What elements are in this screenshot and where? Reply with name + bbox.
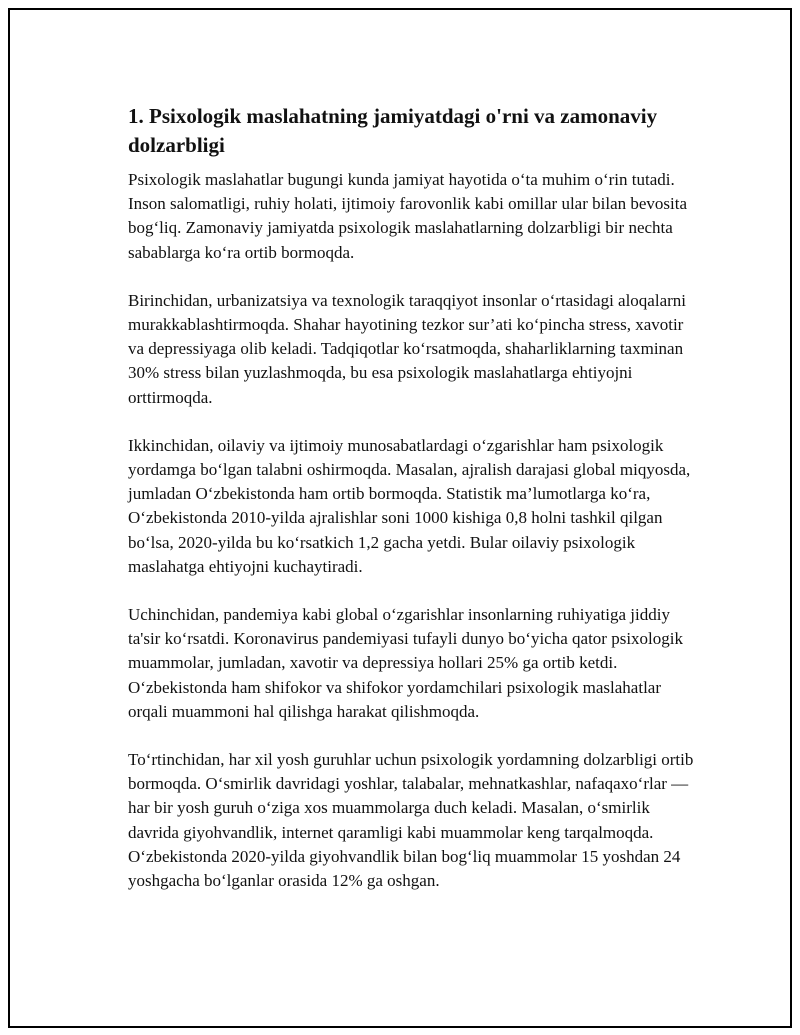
paragraph-first-reason: Birinchidan, urbanizatsiya va texnologik taraqqiyot insonlar o‘rtasidagi aloqalarni murakkablashtirmoqda. Shahar hayotining tezkor sur’ati ko‘pincha stress, xavotir va depressiyaga olib keladi. Tadqiqotlar ko‘rsatmoqda, shaharliklarning taxminan 30% stress bilan yuzlashmoqda, bu esa psixologik maslahatlarga ehtiyojni orttirmoqda. [128, 290, 687, 407]
document-content [128, 102, 698, 917]
paragraph-fourth-reason: To‘rtinchidan, har xil yosh guruhlar uchun psixologik yordamning dolzarbligi ortib bormoqda. O‘smirlik davridagi yoshlar, talabalar, mehnatkashlar, nafaqaxo‘rlar — har bir yosh guruh o‘ziga xos muammolarga duch keladi. Masalan, o‘smirlik davrida giyohvandlik, internet qaramligi kabi muammolar keng tarqalmoqda. O‘zbekistonda 2020-yilda giyohvandlik bilan bog‘liq muammolar 15 yoshdan 24 yoshgacha bo‘lganlar orasida 12% ga oshgan. [128, 750, 694, 891]
document-page [8, 8, 792, 1028]
section-heading: 1. Psixologik maslahatning jamiyatdagi o'rni va zamonaviy dolzarbligi [128, 104, 658, 157]
paragraph-second-reason: Ikkinchidan, oilaviy va ijtimoiy munosabatlardagi o‘zgarishlar ham psixologik yordamga bo‘lgan talabni oshirmoqda. Masalan, ajralish darajasi global miqyosda, jumladan O‘zbekistonda ham ortib bormoqda. Statistik ma’lumotlarga ko‘ra, O‘zbekistonda 2010-yilda ajralishlar soni 1000 kishiga 0,8 holni tashkil qilgan bo‘lsa, 2020-yilda bu ko‘rsatkich 1,2 gacha yetdi. Bular oilaviy psixologik maslahatga ehtiyojni kuchaytiradi. [128, 435, 691, 576]
paragraph-intro: Psixologik maslahatlar bugungi kunda jamiyat hayotida o‘ta muhim o‘rin tutadi. Inson salomatligi, ruhiy holati, ijtimoiy farovonlik kabi omillar ular bilan bevosita bog‘liq. Zamonaviy jamiyatda psixologik maslahatlarning dolzarbligi bir nechta sabablarga ko‘ra ortib bormoqda. [128, 170, 688, 262]
paragraph-third-reason: Uchinchidan, pandemiya kabi global o‘zgarishlar insonlarning ruhiyatiga jiddiy ta'sir ko‘rsatdi. Koronavirus pandemiyasi tufayli dunyo bo‘yicha qator psixologik muammolar, jumladan, xavotir va depressiya hollari 25% ga ortib ketdi. O‘zbekistonda ham shifokor va shifokor yordamchilari psixologik maslahatlar orqali muammoni hal qilishga harakat qilishmoqda. [128, 605, 683, 721]
